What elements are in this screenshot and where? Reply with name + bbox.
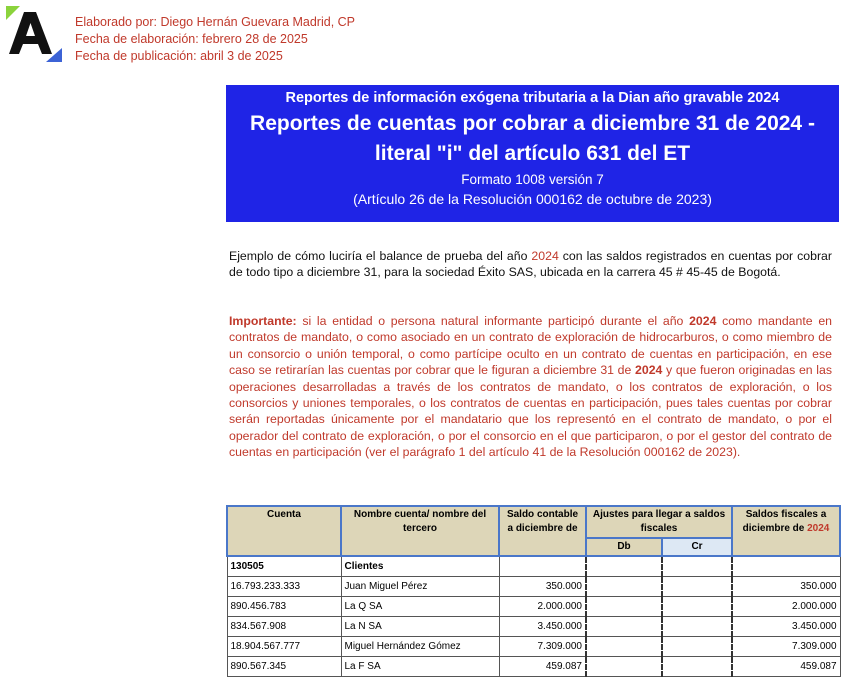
- row-db: [586, 637, 662, 657]
- row-nombre: Juan Miguel Pérez: [341, 577, 499, 597]
- row-cr: [662, 637, 732, 657]
- important-text-3: y que fueron originadas en las operaciones desarrolladas a través de los contratos de mandato, o los contratos de exploración, o los consorcios y uniones temporales, o los contratos de cuentas en participación, pues tales cuentas por cobrar serán reportadas únicamente por el mandatario que los representó en el contrato de mandato, o por el operador del contrato de exploración, o por el consorcio en el que participaron, o por el gestor del contrato de cuentas en participación (ver el parágrafo 1 del artículo 41 de la Resolución 000162 de 2023).: [229, 363, 833, 460]
- intro-text-1: Ejemplo de cómo luciría el balance de prueba del año: [229, 249, 532, 263]
- row-cr: [662, 577, 732, 597]
- intro-year: 2024: [531, 249, 559, 263]
- header-saldo: Saldo contable a diciembre de: [499, 506, 586, 556]
- title-banner: [226, 85, 839, 222]
- page-title: Reportes de cuentas por cobrar a diciembre 31 de 2024 - literal "i" del artículo 631 del ET: [250, 112, 815, 165]
- row-cuenta: 834.567.908: [227, 617, 341, 637]
- group-nombre: Clientes: [341, 556, 499, 577]
- row-cr: [662, 597, 732, 617]
- important-text-2: como mandante en contratos de mandato, o como asociado en un contrato de exploración de hidrocarburos, o como miembro de un consorcio o unión temporal, o como partícipe oculto en un contrato de cuentas en participación, en ese caso se retirarían las cuentas por cobrar que le figuran a diciembre 31 de: [229, 314, 832, 378]
- row-nombre: Miguel Hernández Gómez: [341, 637, 499, 657]
- row-saldo: 7.309.000: [499, 637, 586, 657]
- document-metadata: [75, 14, 355, 65]
- logo-a-icon: [6, 6, 62, 62]
- important-text-1: si la entidad o persona natural informante participó durante el año: [296, 314, 690, 328]
- row-db: [586, 597, 662, 617]
- row-db: [586, 617, 662, 637]
- header-cr: Cr: [662, 538, 732, 556]
- empty-cell: [662, 556, 732, 577]
- row-cuenta: 890.456.783: [227, 597, 341, 617]
- row-fiscal: 350.000: [732, 577, 840, 597]
- row-fiscal: 2.000.000: [732, 597, 840, 617]
- row-cuenta: 18.904.567.777: [227, 637, 341, 657]
- row-fiscal: 459.087: [732, 657, 840, 677]
- row-nombre: La F SA: [341, 657, 499, 677]
- intro-text-2: con las saldos registrados en cuentas por cobrar de todo tipo a diciembre 31, para la sociedad Éxito SAS, ubicada en la carrera 45 # 45-45 de Bogotá.: [229, 249, 832, 280]
- table-row: [227, 597, 840, 617]
- published-date: Fecha de publicación: abril 3 de 2025: [75, 49, 283, 63]
- important-year-1: 2024: [689, 314, 717, 328]
- header-fiscales-year: 2024: [807, 523, 830, 534]
- important-label: Importante:: [229, 314, 297, 328]
- row-fiscal: 7.309.000: [732, 637, 840, 657]
- created-date: Fecha de elaboración: febrero 28 de 2025: [75, 32, 308, 46]
- row-cr: [662, 617, 732, 637]
- header-nombre: Nombre cuenta/ nombre del tercero: [341, 506, 499, 556]
- row-saldo: 3.450.000: [499, 617, 586, 637]
- table-row: [227, 637, 840, 657]
- important-year-2: 2024: [635, 363, 663, 378]
- group-cuenta: 130505: [227, 556, 341, 577]
- table-row: [227, 577, 840, 597]
- row-cuenta: 890.567.345: [227, 657, 341, 677]
- important-paragraph: [229, 313, 832, 461]
- row-nombre: La Q SA: [341, 597, 499, 617]
- row-saldo: 350.000: [499, 577, 586, 597]
- accounts-table: [226, 505, 841, 677]
- resolution-reference: (Artículo 26 de la Resolución 000162 de octubre de 2023): [353, 191, 712, 207]
- header-ajustes: Ajustes para llegar a saldos fiscales: [586, 506, 732, 538]
- empty-cell: [732, 556, 840, 577]
- header-cuenta: Cuenta: [227, 506, 341, 556]
- table-row: [227, 617, 840, 637]
- row-cuenta: 16.793.233.333: [227, 577, 341, 597]
- group-row: [227, 556, 840, 577]
- row-saldo: 2.000.000: [499, 597, 586, 617]
- intro-paragraph: [229, 248, 832, 281]
- row-db: [586, 577, 662, 597]
- row-nombre: La N SA: [341, 617, 499, 637]
- format-version: Formato 1008 versión 7: [461, 172, 604, 187]
- banner-subtitle: Reportes de información exógena tributaria a la Dian año gravable 2024: [285, 90, 780, 106]
- row-fiscal: 3.450.000: [732, 617, 840, 637]
- header-db: Db: [586, 538, 662, 556]
- row-saldo: 459.087: [499, 657, 586, 677]
- author-line: Elaborado por: Diego Hernán Guevara Madrid, CP: [75, 15, 356, 29]
- empty-cell: [499, 556, 586, 577]
- header-fiscales-text: Saldos fiscales a diciembre de: [742, 509, 827, 534]
- header-fiscales: [732, 506, 840, 556]
- empty-cell: [586, 556, 662, 577]
